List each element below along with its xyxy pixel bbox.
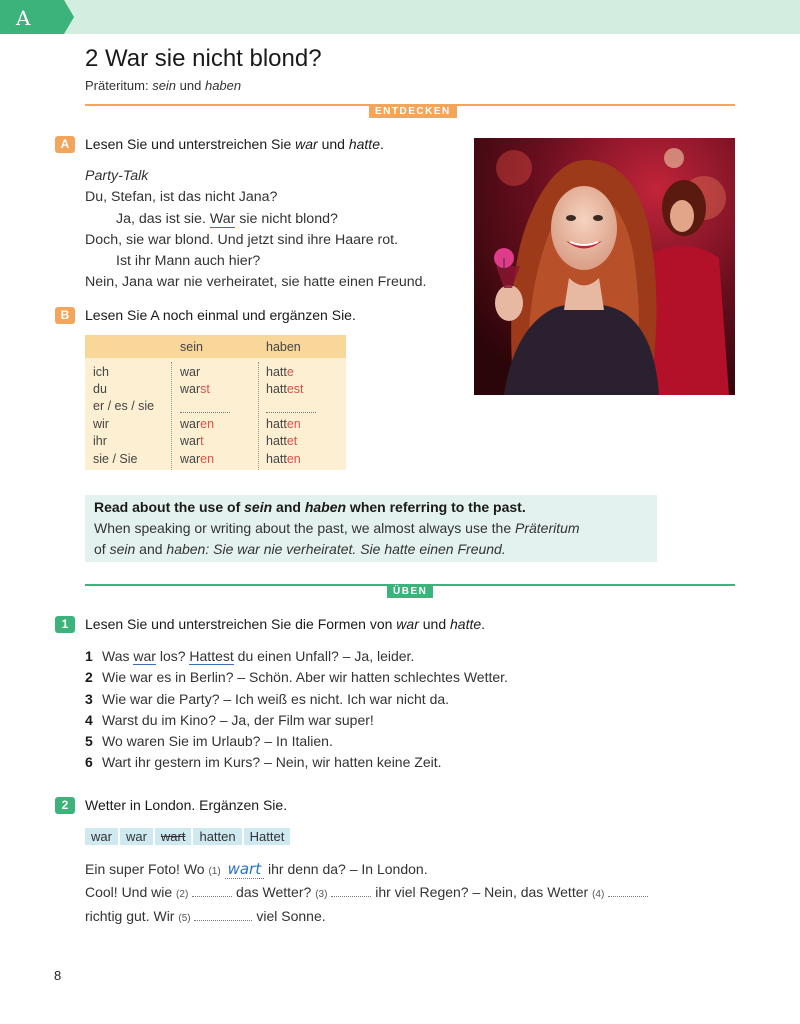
column-separator xyxy=(258,362,259,470)
task-a-instruction xyxy=(85,136,384,152)
chapter-letter: A xyxy=(16,6,31,30)
sein-cell xyxy=(180,382,210,396)
pronoun-cell: er / es / sie xyxy=(93,399,155,413)
haben-cell xyxy=(266,417,301,431)
col-header-haben: haben xyxy=(266,340,301,354)
pronoun-cell: du xyxy=(93,382,107,396)
ex1-text-before: Lesen Sie und unterstreichen Sie die Formen von xyxy=(85,616,397,632)
gap-number: (4) xyxy=(592,889,605,901)
haben-stem: hatt xyxy=(266,417,287,431)
haben-ending: en xyxy=(286,452,301,466)
haben-ending: e xyxy=(286,365,294,379)
dialog-line: Doch, sie war blond. Und jetzt sind ihre Haare rot. xyxy=(85,231,399,248)
info-line-3 xyxy=(94,541,506,557)
pronoun-cell: sie / Sie xyxy=(93,452,138,466)
sein-blank[interactable] xyxy=(180,412,230,413)
sein-stem: war xyxy=(180,365,201,379)
dialog-line2-post: sie nicht blond? xyxy=(235,210,338,227)
underlined-war: war xyxy=(133,648,156,664)
col-header-sein: sein xyxy=(180,340,203,354)
sein-ending: st xyxy=(200,382,210,396)
ex1-word-hatte: hatte xyxy=(450,616,482,632)
info-text: When speaking or writing about the past, we almost always use the xyxy=(94,520,515,536)
item-text: Wo waren Sie im Urlaub? – In Italien. xyxy=(102,733,333,750)
gap-answer-1[interactable]: wart xyxy=(225,860,265,879)
info-example: : Sie war nie verheiratet. Sie hatte einen Freund. xyxy=(205,541,506,557)
discover-label: ENTDECKEN xyxy=(369,105,457,118)
page-number: 8 xyxy=(54,968,62,983)
item-text: Was xyxy=(102,648,134,664)
haben-stem: hatt xyxy=(266,365,287,379)
word-chip[interactable]: war xyxy=(120,828,153,845)
sein-cell xyxy=(180,365,200,379)
table-header xyxy=(85,335,346,358)
item-number: 2 xyxy=(85,669,93,686)
party-photo xyxy=(474,138,735,395)
sein-ending: t xyxy=(200,434,204,448)
dialog-line xyxy=(85,209,426,230)
haben-cell xyxy=(266,365,294,379)
dialog-line: Ist ihr Mann auch hier? xyxy=(116,253,261,270)
grammar-info-box xyxy=(85,495,657,562)
gap-text: das Wetter? xyxy=(232,884,316,901)
subtitle-haben: haben xyxy=(204,78,242,93)
exercise-1-instruction xyxy=(85,616,485,632)
sein-stem: war xyxy=(180,434,201,448)
top-bar xyxy=(0,0,800,34)
word-bank xyxy=(85,828,292,845)
list-item xyxy=(85,646,508,667)
gap-line xyxy=(85,906,648,929)
gap-fill-text xyxy=(85,859,648,929)
gap-blank-2[interactable] xyxy=(192,885,232,897)
gap-number: (1) xyxy=(208,866,221,877)
gap-number: (3) xyxy=(315,889,328,901)
gap-text: viel Sonne. xyxy=(252,907,326,924)
task-a-text-end: . xyxy=(379,136,384,152)
task-b-instruction: Lesen Sie A noch einmal und ergänzen Sie. xyxy=(85,307,356,323)
item-text: Wart ihr gestern im Kurs? – Nein, wir hatten keine Zeit. xyxy=(102,754,442,771)
info-sein: sein xyxy=(109,541,136,557)
info-prateritum: Präteritum xyxy=(515,520,580,536)
info-line-2 xyxy=(94,520,580,536)
pronoun-cell: wir xyxy=(93,417,109,431)
lesson-title: 2 War sie nicht blond? xyxy=(85,45,322,72)
ex1-text-mid: und xyxy=(418,616,450,632)
info-haben: haben xyxy=(166,541,206,557)
column-separator xyxy=(171,362,172,470)
gap-text: Ein super Foto! Wo xyxy=(85,861,209,877)
haben-cell xyxy=(266,382,304,396)
lesson-subtitle xyxy=(85,78,241,93)
info-sein: sein xyxy=(244,499,273,515)
item-number: 4 xyxy=(85,711,93,728)
item-number: 6 xyxy=(85,754,93,771)
item-number: 3 xyxy=(85,690,93,707)
task-a-text-mid: und xyxy=(317,136,349,152)
list-item xyxy=(85,710,508,731)
task-a-text-before: Lesen Sie und unterstreichen Sie xyxy=(85,136,296,152)
conjugation-table xyxy=(85,335,346,470)
subtitle-sein: sein xyxy=(152,78,177,93)
gap-number: (5) xyxy=(178,912,191,924)
practice-label: ÜBEN xyxy=(387,585,433,598)
haben-stem: hatt xyxy=(266,382,287,396)
chapter-tab xyxy=(0,0,74,34)
list-item xyxy=(85,752,508,773)
list-item xyxy=(85,689,508,710)
party-talk-dialog xyxy=(85,166,426,294)
exercise-1-badge: 1 xyxy=(55,616,75,633)
dialog-line2-pre: Ja, das ist sie. xyxy=(116,210,210,227)
subtitle-und: und xyxy=(176,78,205,93)
gap-text: ihr viel Regen? – Nein, das Wetter xyxy=(371,884,593,901)
info-line-1 xyxy=(94,499,526,515)
exercise-2-badge: 2 xyxy=(55,797,75,814)
gap-text: richtig gut. Wir xyxy=(85,907,179,924)
info-text: and xyxy=(135,541,167,557)
dialog-line: Du, Stefan, ist das nicht Jana? xyxy=(85,189,278,206)
sein-stem: war xyxy=(180,417,201,431)
haben-ending: est xyxy=(286,382,304,396)
pronoun-cell: ich xyxy=(93,365,109,379)
item-text: Wie war es in Berlin? – Schön. Aber wir hatten schlechtes Wetter. xyxy=(102,669,508,686)
haben-blank[interactable] xyxy=(266,412,316,413)
chapter-tab-shape xyxy=(0,0,74,34)
underlined-hattest: Hattest xyxy=(189,648,234,664)
sein-cell xyxy=(180,434,204,448)
ex1-word-war: war xyxy=(396,616,419,632)
task-a-badge: A xyxy=(55,136,75,153)
gap-number: (2) xyxy=(176,889,189,901)
word-chip[interactable]: hatten xyxy=(193,828,241,845)
gap-text: ihr denn da? – In London. xyxy=(264,861,428,877)
info-text: and xyxy=(272,499,305,515)
dialog-title: Party-Talk xyxy=(85,168,149,184)
list-item xyxy=(85,667,508,688)
exercise-2-instruction: Wetter in London. Ergänzen Sie. xyxy=(85,797,288,813)
gap-line xyxy=(85,859,648,882)
pronoun-cell: ihr xyxy=(93,434,107,448)
dialog-line: Nein, Jana war nie verheiratet, sie hatte einen Freund. xyxy=(85,274,427,291)
haben-ending: en xyxy=(286,417,301,431)
exercise-1-list xyxy=(85,646,508,774)
haben-ending: et xyxy=(286,434,298,448)
item-text: los? xyxy=(155,648,190,664)
gap-blank-5[interactable] xyxy=(194,909,252,921)
task-a-word-hatte: hatte xyxy=(348,136,380,152)
info-haben: haben xyxy=(304,499,347,515)
task-b-badge: B xyxy=(55,307,75,324)
sein-cell xyxy=(180,452,214,466)
item-text: Wie war die Party? – Ich weiß es nicht. Ich war nicht da. xyxy=(102,690,450,707)
subtitle-prefix: Präteritum: xyxy=(85,78,153,93)
sein-cell xyxy=(180,417,214,431)
info-text: when referring to the past. xyxy=(346,499,526,515)
item-number: 5 xyxy=(85,733,93,750)
haben-cell xyxy=(266,434,297,448)
underlined-war: War xyxy=(209,210,236,227)
item-text: Warst du im Kino? – Ja, der Film war super! xyxy=(102,711,374,728)
sein-ending: en xyxy=(200,417,215,431)
word-chip-used[interactable]: wart xyxy=(155,828,192,845)
haben-cell xyxy=(266,452,301,466)
gap-blank-4[interactable] xyxy=(608,885,648,897)
word-chip[interactable]: war xyxy=(85,828,118,845)
info-text: of xyxy=(94,541,110,557)
gap-blank-3[interactable] xyxy=(331,885,371,897)
sein-stem: war xyxy=(180,452,201,466)
gap-text: Cool! Und wie xyxy=(85,884,177,901)
sein-stem: war xyxy=(180,382,201,396)
haben-stem: hatt xyxy=(266,452,287,466)
task-a-word-war: war xyxy=(295,136,318,152)
item-text: du einen Unfall? – Ja, leider. xyxy=(233,648,415,664)
haben-stem: hatt xyxy=(266,434,287,448)
word-chip[interactable]: Hattet xyxy=(244,828,291,845)
sein-ending: en xyxy=(200,452,215,466)
ex1-text-end: . xyxy=(481,616,486,632)
gap-line xyxy=(85,882,648,905)
info-text: Read about the use of xyxy=(94,499,245,515)
party-photo-illustration xyxy=(474,138,735,395)
list-item xyxy=(85,731,508,752)
item-number: 1 xyxy=(85,648,93,664)
